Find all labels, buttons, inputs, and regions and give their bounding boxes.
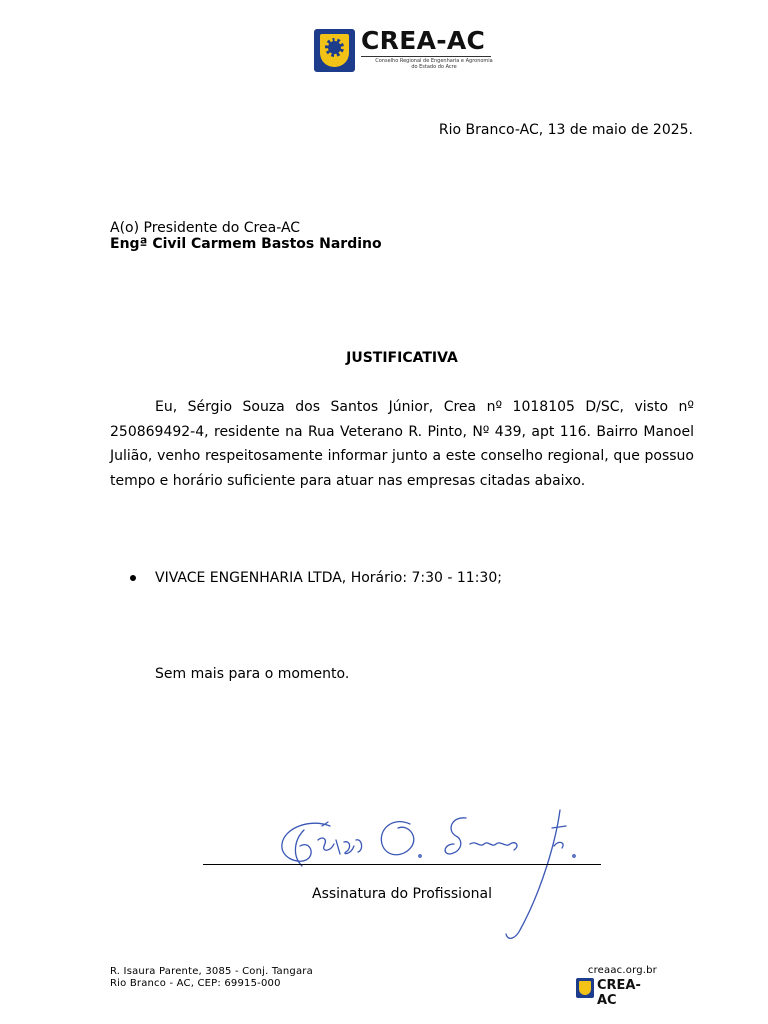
footer-logo-text: CREA-AC xyxy=(597,978,641,1008)
body-paragraph: Eu, Sérgio Souza dos Santos Júnior, Crea nº 1018105 D/SC, visto nº 250869492-4, residente na Rua Veterano R. Pinto, Nº 439, apt 116. Bairro Manoel Julião, venho respeitosamente informar junto a este conselho regional, que possuo tempo e horário suficiente para atuar nas empresas citadas abaixo. xyxy=(110,399,694,489)
header-logo xyxy=(314,28,494,74)
date-line: Rio Branco-AC, 13 de maio de 2025. xyxy=(438,122,693,138)
document-title: JUSTIFICATIVA xyxy=(346,350,458,366)
signature-line xyxy=(203,864,601,865)
footer-website: creaac.org.br xyxy=(587,965,657,976)
list-item: VIVACE ENGENHARIA LTDA, Horário: 7:30 - 11:30; xyxy=(155,570,502,586)
handwritten-signature xyxy=(270,800,590,950)
recipient-name: Engª Civil Carmem Bastos Nardino xyxy=(110,236,382,252)
crea-seal-icon xyxy=(576,978,594,998)
bullet-icon xyxy=(130,575,136,581)
header-logo-subtitle: Conselho Regional de Engenharia e Agronomia do Estado do Acre xyxy=(375,58,493,70)
closing-line: Sem mais para o momento. xyxy=(155,666,350,682)
footer-address-line2: Rio Branco - AC, CEP: 69915-000 xyxy=(110,978,281,989)
crea-seal-icon xyxy=(314,29,355,72)
footer-logo xyxy=(576,977,660,1008)
signature-label: Assinatura do Profissional xyxy=(312,886,492,902)
header-logo-text: CREA-AC xyxy=(361,26,486,55)
footer-address-line1: R. Isaura Parente, 3085 - Conj. Tangara xyxy=(110,966,313,977)
recipient-line: A(o) Presidente do Crea-AC xyxy=(110,220,301,236)
